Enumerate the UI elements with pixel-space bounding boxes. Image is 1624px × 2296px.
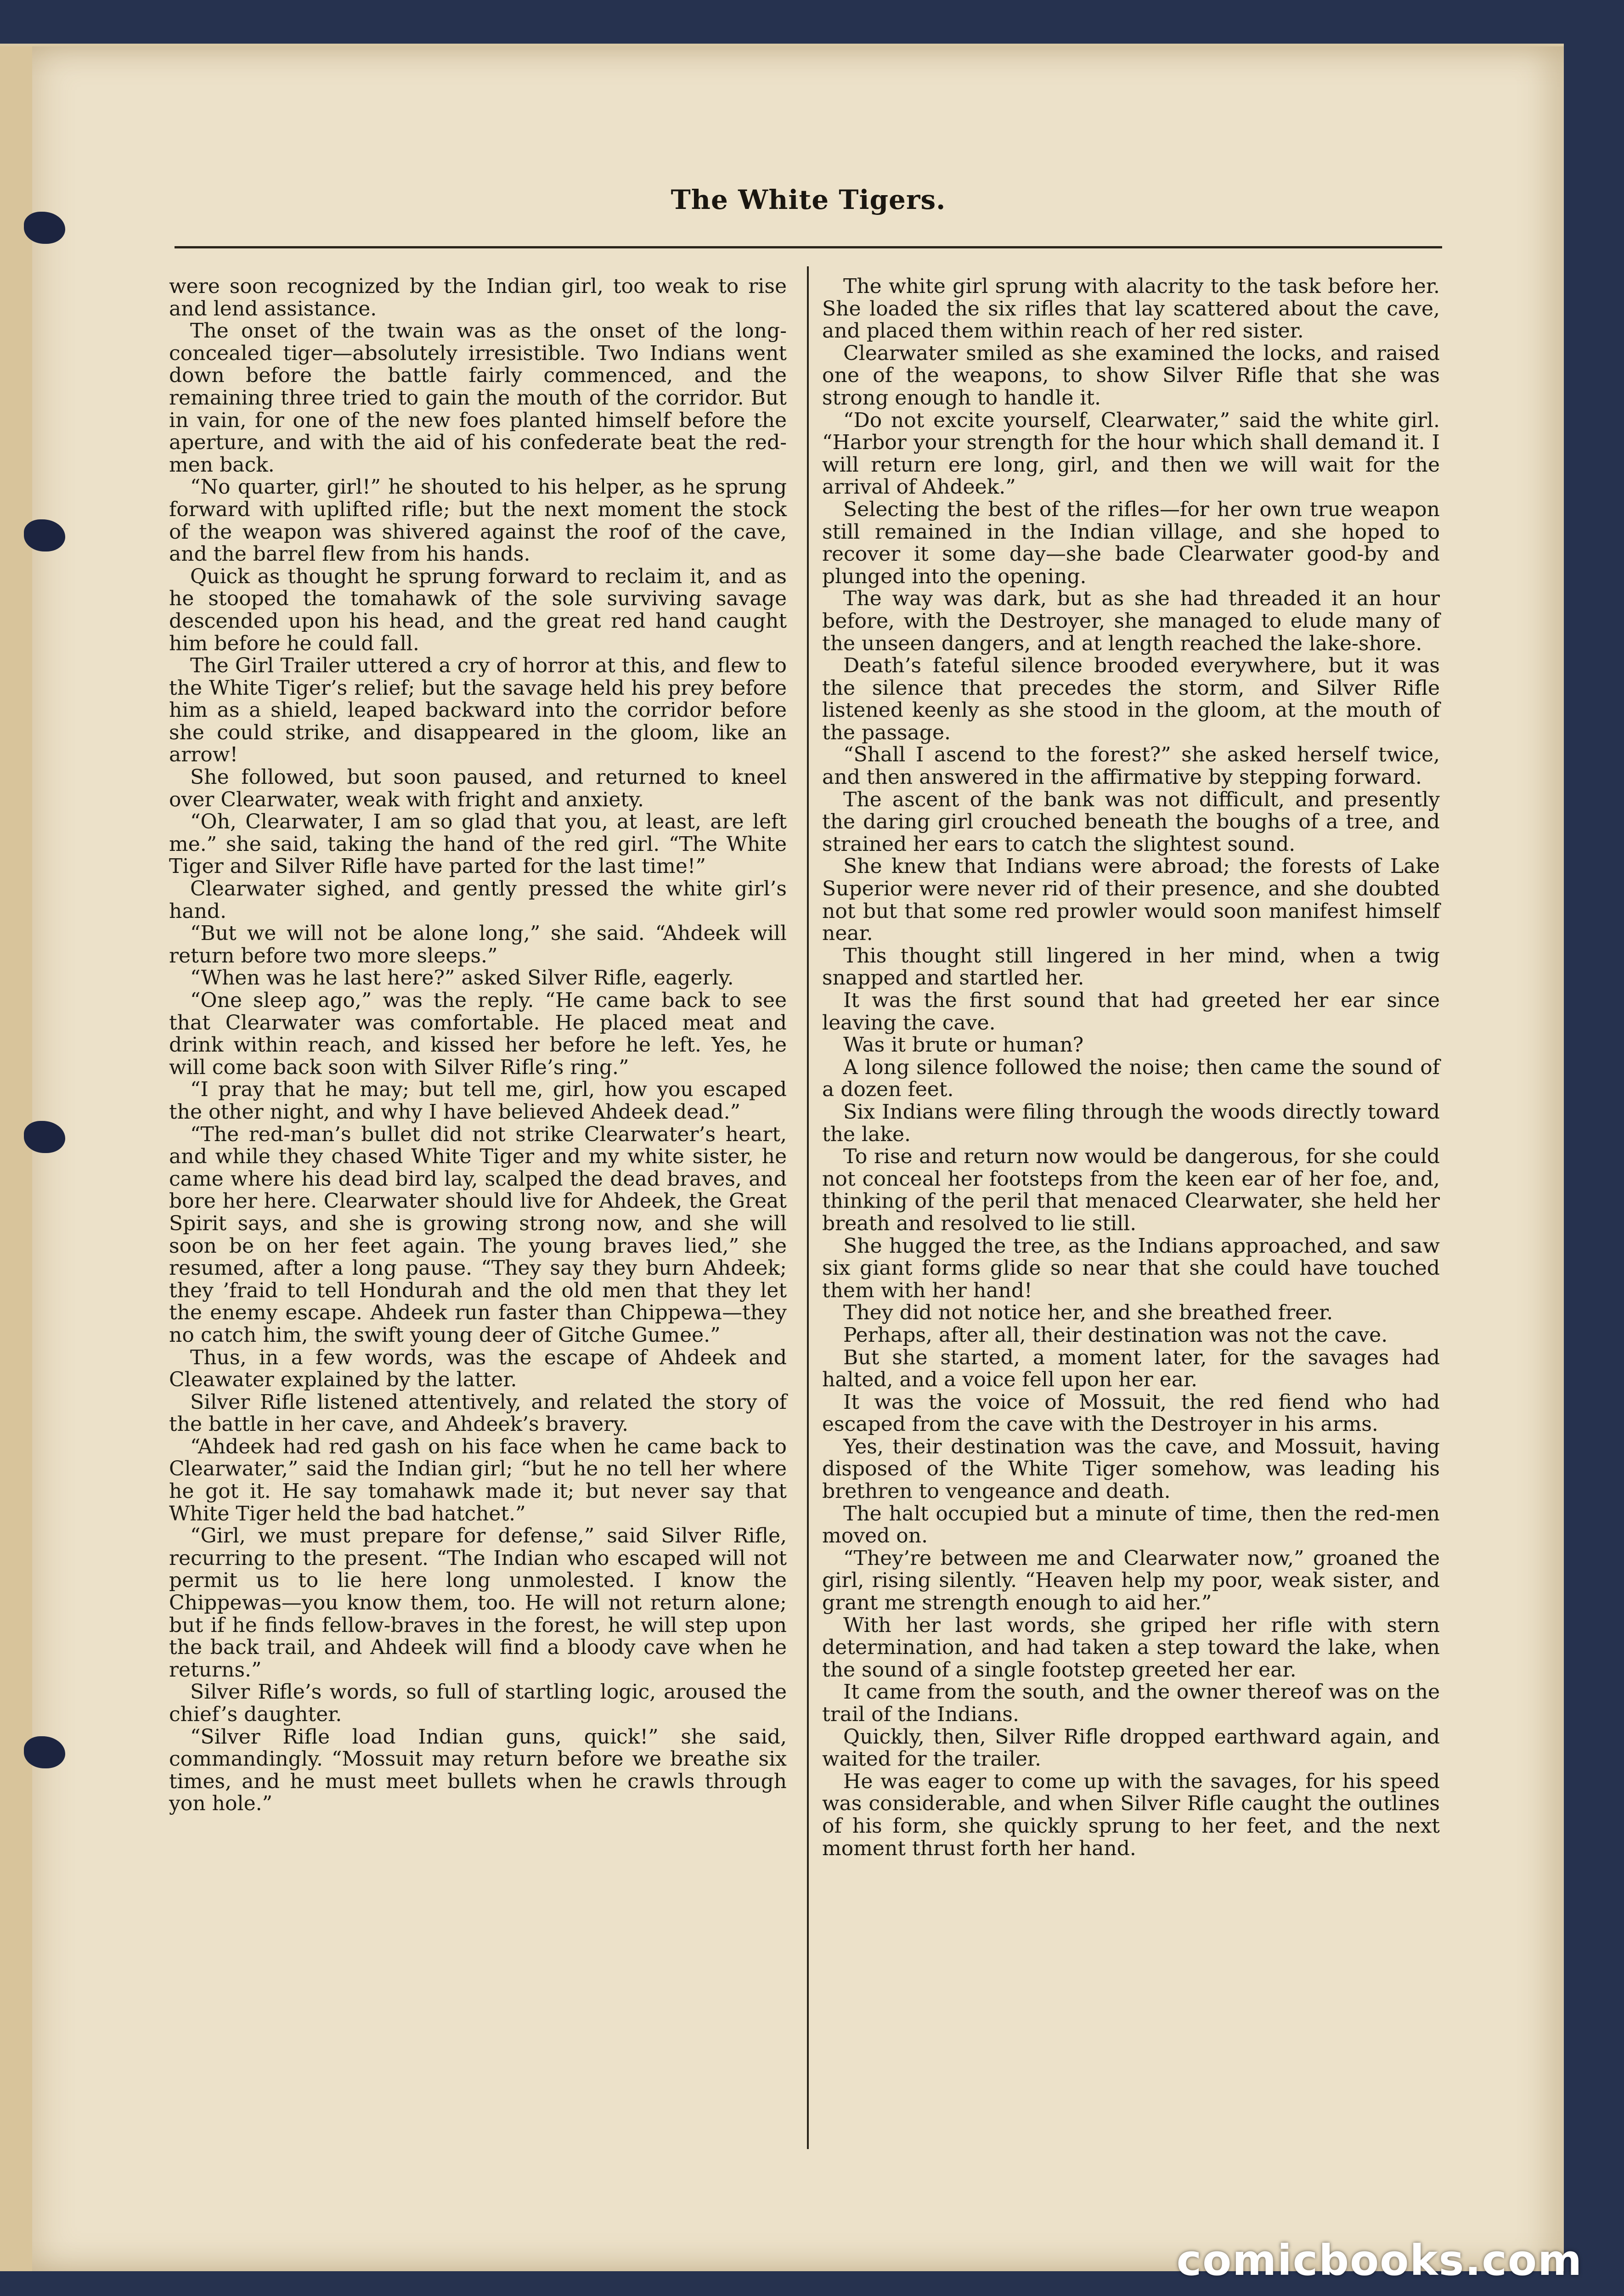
paragraph: The white girl sprung with alacrity to the task before her. She loaded the six rifles that lay scattered about the cave, and placed them within reach of her red sister.	[822, 275, 1440, 343]
paragraph: “Oh, Clearwater, I am so glad that you, at least, are left me.” she said, taking the hand of the red girl. “The White Tiger and Silver Rifle have parted for the last time!”	[169, 810, 787, 878]
left-text-column	[169, 276, 787, 1815]
paragraph: “But we will not be alone long,” she said. “Ahdeek will return before two more sleeps.”	[169, 922, 787, 968]
paragraph: The onset of the twain was as the onset of the long-concealed tiger—absolutely irresistible. Two Indians went down before the battle fairly commenced, and the remaining three tried to gain the mouth of the corridor. But in vain, for one of the new foes planted himself before the aperture, and with the aid of his confederate beat the red-men back.	[169, 319, 787, 477]
page-title: The White Tigers.	[671, 184, 946, 215]
paragraph: “Ahdeek had red gash on his face when he came back to Clearwater,” said the Indian girl; “but he no tell her where he got it. He say tomahawk made it; but never say that White Tiger held the bad hatchet.”	[169, 1435, 787, 1525]
paragraph: He was eager to come up with the savages, for his speed was considerable, and when Silver Rifle caught the outlines of his form, she quickly sprung to her feet, and the next moment thrust forth her hand.	[822, 1769, 1440, 1860]
paragraph: She knew that Indians were abroad; the forests of Lake Superior were never rid of their presence, and she doubted not but that some red prowler would soon manifest himself near.	[822, 855, 1440, 945]
paragraph: “When was he last here?” asked Silver Rifle, eagerly.	[190, 966, 734, 990]
paragraph: Silver Rifle listened attentively, and related the story of the battle in her cave, and Ahdeek’s bravery.	[169, 1390, 787, 1436]
paragraph: “Shall I ascend to the forest?” she asked herself twice, and then answered in the affirmative by stepping forward.	[822, 743, 1440, 789]
binding-stitch	[24, 1736, 65, 1768]
paragraph: “Girl, we must prepare for defense,” said Silver Rifle, recurring to the present. “The Indian who escaped will not permit us to lie here long unmolested. I know the Chippewas—you know them, too. He will not return alone; but if he finds fellow-braves in the forest, he will step upon the back trail, and Ahdeek will find a bloody cave when he returns.”	[169, 1524, 787, 1682]
paragraph: Was it brute or human?	[843, 1033, 1084, 1057]
site-watermark: comicbooks.com	[1176, 2236, 1583, 2285]
binding-stitch	[24, 1121, 65, 1153]
paragraph: Death’s fateful silence brooded everywhere, but it was the silence that precedes the storm, and Silver Rifle listened keenly as she stood in the gloom, at the mouth of the passage.	[822, 654, 1440, 744]
binding-stitch	[24, 212, 65, 244]
paragraph: “No quarter, girl!” he shouted to his helper, as he sprung forward with uplifted rifle; but the next moment the stock of the weapon was shivered against the roof of the cave, and the barrel flew from his hands.	[169, 475, 787, 566]
paragraph: The way was dark, but as she had threaded it an hour before, with the Destroyer, she managed to elude many of the unseen dangers, and at length reached the lake-shore.	[822, 587, 1440, 655]
right-text-column	[822, 276, 1440, 1860]
paragraph: were soon recognized by the Indian girl, too weak to rise and lend assistance.	[169, 275, 787, 321]
paragraph: “They’re between me and Clearwater now,” groaned the girl, rising silently. “Heaven help my poor, weak sister, and grant me strength enough to aid her.”	[822, 1546, 1440, 1615]
paragraph: Selecting the best of the rifles—for her own true weapon still remained in the Indian village, and she hoped to recover it some day—she bade Clearwater good-by and plunged into the opening.	[822, 497, 1440, 588]
column-divider	[807, 266, 809, 2149]
paragraph: A long silence followed the noise; then came the sound of a dozen feet.	[822, 1055, 1440, 1102]
paragraph: Clearwater sighed, and gently pressed the white girl’s hand.	[169, 877, 787, 923]
paragraph: Quick as thought he sprung forward to reclaim it, and as he stooped the tomahawk of the sole surviving savage descended upon his head, and the great red hand caught him before he could fall.	[169, 564, 787, 655]
page-header	[175, 184, 1442, 258]
paragraph: Yes, their destination was the cave, and Mossuit, having disposed of the White Tiger somehow, was leading his brethren to vengeance and death.	[822, 1435, 1440, 1503]
paragraph: She followed, but soon paused, and returned to kneel over Clearwater, weak with fright and anxiety.	[169, 765, 787, 811]
paragraph: But she started, a moment later, for the savages had halted, and a voice fell upon her ear.	[822, 1345, 1440, 1392]
paragraph: To rise and return now would be dangerous, for she could not conceal her footsteps from the keen ear of her foe, and, thinking of the peril that menaced Clearwater, she held her breath and resolved to lie still.	[822, 1145, 1440, 1235]
paragraph: It was the first sound that had greeted her ear since leaving the cave.	[822, 989, 1440, 1035]
binding-gutter	[0, 46, 32, 2271]
paragraph: Quickly, then, Silver Rifle dropped earthward again, and waited for the trailer.	[822, 1725, 1440, 1771]
paragraph: It was the voice of Mossuit, the red fiend who had escaped from the cave with the Destroyer in his arms.	[822, 1390, 1440, 1436]
header-rule	[175, 246, 1442, 248]
paragraph: Perhaps, after all, their destination was not the cave.	[843, 1323, 1388, 1347]
paragraph: It came from the south, and the owner thereof was on the trail of the Indians.	[822, 1680, 1440, 1726]
paragraph: “I pray that he may; but tell me, girl, how you escaped the other night, and why I have believed Ahdeek dead.”	[169, 1078, 787, 1124]
paragraph: They did not notice her, and she breathed freer.	[843, 1301, 1333, 1325]
paragraph: “Silver Rifle load Indian guns, quick!” she said, commandingly. “Mossuit may return before we breathe six times, and he must meet bullets when he crawls through yon hole.”	[169, 1725, 787, 1816]
binding-stitch	[24, 519, 65, 551]
paragraph: Clearwater smiled as she examined the locks, and raised one of the weapons, to show Silver Rifle that she was strong enough to handle it.	[822, 341, 1440, 410]
paragraph: The ascent of the bank was not difficult, and presently the daring girl crouched beneath the boughs of a tree, and strained her ears to catch the slightest sound.	[822, 788, 1440, 856]
paragraph: “One sleep ago,” was the reply. “He came back to see that Clearwater was comfortable. He placed meat and drink within reach, and kissed her before he left. Yes, he will come back soon with Silver Rifle’s ring.”	[169, 989, 787, 1079]
paragraph: “The red-man’s bullet did not strike Clearwater’s heart, and while they chased White Tiger and my white sister, he came where his dead bird lay, scalped the dead braves, and bore her here. Clearwater should live for Ahdeek, the Great Spirit says, and she is growing strong now, and she will soon be on her feet again. The young braves lied,” she resumed, after a long pause. “They say they burn Ahdeek; they ’fraid to tell Hondurah and the old men that they let the enemy escape. Ahdeek run faster than Chippewa—they no catch him, the swift young deer of Gitche Gumee.”	[169, 1122, 787, 1347]
paragraph: The Girl Trailer uttered a cry of horror at this, and flew to the White Tiger’s relief; but the savage held his prey before him as a shield, leaped backward into the corridor before she could strike, and disappeared in the gloom, like an arrow!	[169, 654, 787, 767]
paragraph: The halt occupied but a minute of time, then the red-men moved on.	[822, 1502, 1440, 1548]
paragraph: Thus, in a few words, was the escape of Ahdeek and Cleawater explained by the latter.	[169, 1345, 787, 1392]
paragraph: This thought still lingered in her mind, when a twig snapped and startled her.	[822, 944, 1440, 990]
paragraph: She hugged the tree, as the Indians approached, and saw six giant forms glide so near that she could have touched them with her hand!	[822, 1234, 1440, 1302]
paragraph: “Do not excite yourself, Clearwater,” said the white girl. “Harbor your strength for the hour which shall demand it. I will return ere long, girl, and then we will wait for the arrival of Ahdeek.”	[822, 408, 1440, 499]
paragraph: Silver Rifle’s words, so full of startling logic, aroused the chief’s daughter.	[169, 1680, 787, 1726]
paragraph: With her last words, she griped her rifle with stern determination, and had taken a step toward the lake, when the sound of a single footstep greeted her ear.	[822, 1613, 1440, 1682]
paragraph: Six Indians were filing through the woods directly toward the lake.	[822, 1100, 1440, 1146]
